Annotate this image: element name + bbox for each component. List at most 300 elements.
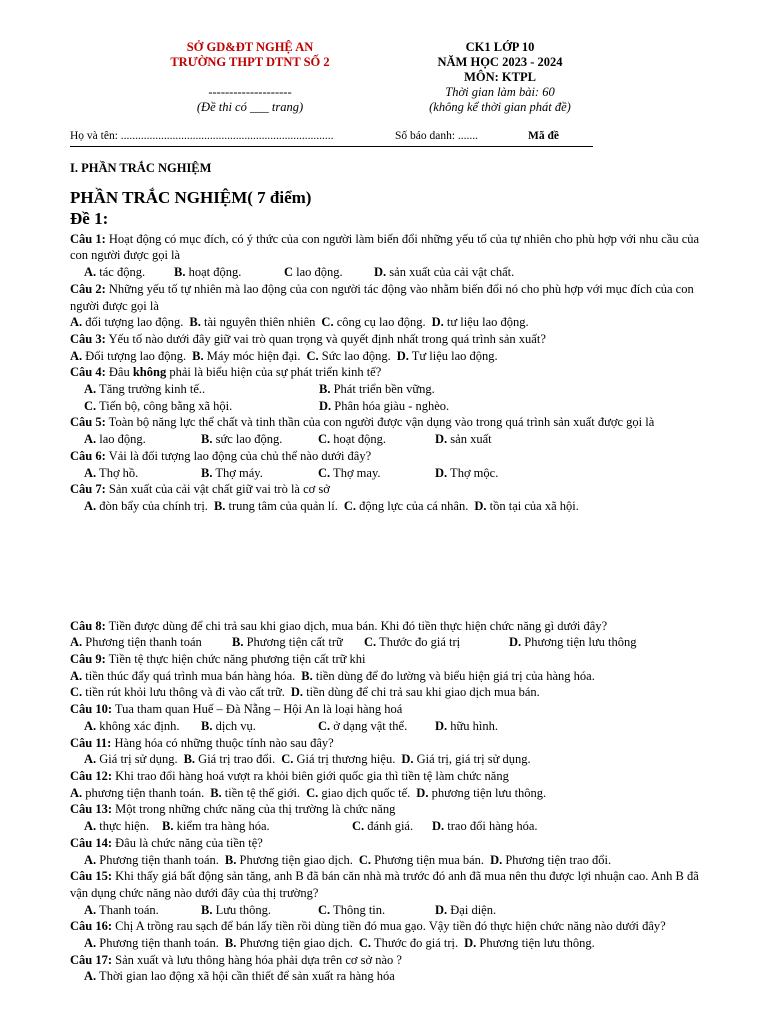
- option-text: Thông tin.: [330, 902, 386, 917]
- options-row: [70, 818, 702, 835]
- option-key: D.: [435, 432, 448, 447]
- question-17: [70, 952, 702, 985]
- option-text: Phương tiện mua bán.: [371, 852, 485, 867]
- answer-option[interactable]: [432, 314, 529, 331]
- answer-option[interactable]: [364, 634, 509, 651]
- de-label: Đề 1:: [70, 208, 109, 228]
- question-text: phải là biểu hiện của sự phát triển kinh tế?: [166, 365, 382, 380]
- option-key: B.: [201, 432, 213, 447]
- options-row: [70, 348, 702, 365]
- option-text: tiền dùng để chi trả sau khi giao dịch mua bán.: [303, 685, 540, 700]
- question-text: Khi trao đổi hàng hoá vượt ra khỏi biên giới quốc gia thì tiền tệ làm chức năng: [112, 768, 509, 783]
- option-text: không xác định.: [96, 718, 180, 733]
- option-key: C.: [321, 315, 334, 330]
- question-list: [70, 231, 702, 985]
- question-text: Hàng hóa có những thuộc tính nào sau đây?: [111, 735, 334, 750]
- question-stem: [70, 281, 702, 314]
- answer-option[interactable]: [416, 785, 546, 802]
- option-text: phương tiện lưu thông.: [428, 785, 547, 800]
- option-key: B.: [201, 718, 213, 733]
- option-key: D.: [435, 902, 448, 917]
- options-row: [70, 935, 702, 952]
- subject: MÔN: KTPL: [464, 70, 536, 84]
- option-text: Lưu thông.: [212, 902, 271, 917]
- option-text: Tiến bộ, công bằng xã hội.: [96, 398, 233, 413]
- question-text: Sản xuất và lưu thông hàng hóa phải dựa trên cơ sở nào ?: [112, 952, 402, 967]
- option-key: C.: [358, 936, 372, 951]
- option-key: D.: [435, 465, 448, 480]
- answer-option[interactable]: [84, 935, 219, 952]
- question-9: [70, 651, 702, 701]
- option-text: Phương tiện thanh toán.: [96, 852, 219, 867]
- answer-option[interactable]: [307, 348, 391, 365]
- answer-option[interactable]: [321, 314, 425, 331]
- question-label: Câu 7:: [70, 482, 106, 497]
- question-stem: [70, 701, 702, 718]
- answer-option[interactable]: [84, 381, 319, 398]
- option-text: sản xuất: [447, 432, 492, 447]
- answer-option[interactable]: [210, 785, 300, 802]
- option-key: D.: [509, 635, 522, 650]
- question-stem: [70, 952, 702, 969]
- answer-option[interactable]: [359, 935, 458, 952]
- answer-option[interactable]: [318, 431, 435, 448]
- option-text: hoạt động.: [330, 432, 387, 447]
- question-text: Toàn bộ năng lực thể chất và tinh thần của con người được vận dụng vào trong quá trình sản xuất được gọi là: [105, 415, 655, 430]
- answer-option[interactable]: [84, 751, 178, 768]
- option-key: A.: [84, 936, 97, 951]
- option-text: dịch vụ.: [212, 718, 256, 733]
- option-key: A.: [70, 315, 83, 330]
- question-label: Câu 1:: [70, 231, 106, 246]
- option-key: C.: [318, 465, 331, 480]
- question-stem: [70, 481, 702, 498]
- option-key: C.: [358, 852, 372, 867]
- answer-option[interactable]: [84, 264, 174, 281]
- answer-option[interactable]: [84, 852, 219, 869]
- question-13: [70, 801, 702, 834]
- option-key: C.: [281, 752, 294, 767]
- question-text: Một trong những chức năng của thị trường là chức năng: [112, 802, 396, 817]
- question-stem: [70, 231, 702, 264]
- option-text: Phương tiện cất trữ: [243, 635, 343, 650]
- answer-option[interactable]: [162, 818, 352, 835]
- options-row: [70, 968, 702, 985]
- option-text: trao đổi hàng hóa.: [444, 819, 538, 834]
- answer-option[interactable]: [84, 718, 201, 735]
- page-break-space: [70, 515, 702, 618]
- question-stem: [70, 735, 702, 752]
- question-text: Khi thấy giá bất động sản tăng, anh B đã bán căn nhà mà trước đó anh đã mua nên thu được lợi nhuận cao. Anh B đã vận dụng chức năng nào dưới đây của thị trường?: [70, 869, 699, 900]
- name-field[interactable]: Họ và tên: ..........................................................................: [70, 130, 334, 142]
- option-text: Tăng trưởng kinh tế..: [96, 382, 206, 397]
- option-key: B.: [189, 315, 201, 330]
- option-text: Đối tượng lao động.: [82, 348, 187, 363]
- question-text: Chị A trồng rau sạch để bán lấy tiền rồi dùng tiền đó mua gạo. Vậy tiền đó thực hiện chức năng nào dưới đây?: [112, 919, 666, 934]
- option-text: tiền tệ thế giới.: [221, 785, 301, 800]
- header-right: [350, 40, 650, 115]
- option-text: Thước đo giá trị.: [371, 936, 459, 951]
- options-row: [70, 465, 702, 482]
- option-key: A.: [84, 969, 97, 984]
- answer-option[interactable]: [281, 751, 395, 768]
- option-text: tiền dùng để đo lường và biểu hiện giá trị của hàng hóa.: [312, 668, 595, 683]
- option-text: Thợ hồ.: [96, 465, 139, 480]
- option-key: D.: [374, 265, 387, 280]
- answer-option[interactable]: [435, 718, 498, 735]
- option-key: D.: [319, 398, 332, 413]
- answer-option[interactable]: [344, 498, 468, 515]
- question-4: [70, 364, 702, 414]
- question-14: [70, 835, 702, 868]
- answer-option[interactable]: [70, 785, 204, 802]
- question-stem: [70, 448, 702, 465]
- question-stem: [70, 835, 702, 852]
- option-text: Phương tiện giao dịch.: [236, 936, 353, 951]
- option-key: B.: [162, 819, 174, 834]
- answer-option[interactable]: [291, 684, 540, 701]
- option-key: C.: [84, 398, 97, 413]
- option-text: Thanh toán.: [96, 902, 159, 917]
- option-key: B.: [224, 936, 237, 951]
- question-text: Đâu là chức năng của tiền tệ?: [112, 835, 263, 850]
- option-key: A.: [70, 635, 83, 650]
- option-key: D.: [464, 936, 477, 951]
- option-key: D.: [432, 819, 445, 834]
- options-row: [70, 785, 702, 802]
- answer-option[interactable]: [359, 852, 484, 869]
- answer-option[interactable]: [70, 348, 186, 365]
- option-text: phương tiện thanh toán.: [82, 785, 205, 800]
- question-label: Câu 2:: [70, 281, 106, 296]
- answer-option[interactable]: [84, 465, 201, 482]
- school-year: NĂM HỌC 2023 - 2024: [437, 55, 563, 69]
- option-text: đối tượng lao động.: [82, 315, 184, 330]
- option-key: A.: [84, 902, 97, 917]
- option-text: Thợ mộc.: [447, 465, 499, 480]
- option-key: B.: [319, 382, 331, 397]
- option-text: sức lao động.: [212, 432, 283, 447]
- answer-option[interactable]: [225, 852, 353, 869]
- answer-option[interactable]: [435, 465, 498, 482]
- option-key: A.: [84, 465, 97, 480]
- question-label: Câu 14:: [70, 835, 113, 850]
- time-note: (không kể thời gian phát đề): [429, 100, 571, 114]
- options-row: [70, 684, 702, 701]
- option-key: D.: [431, 315, 444, 330]
- answer-option[interactable]: [192, 348, 300, 365]
- answer-option[interactable]: [318, 902, 435, 919]
- answer-option[interactable]: [284, 264, 374, 281]
- answer-option[interactable]: [464, 935, 595, 952]
- question-label: Câu 17:: [70, 952, 113, 967]
- answer-option[interactable]: [189, 314, 315, 331]
- options-row: [70, 751, 702, 768]
- answer-option[interactable]: [214, 498, 338, 515]
- options-row: [70, 498, 702, 515]
- exam-title: CK1 LỚP 10: [465, 40, 535, 54]
- answer-option[interactable]: [70, 634, 232, 651]
- answer-option[interactable]: [509, 634, 636, 651]
- option-key: B.: [183, 752, 196, 767]
- option-key: B.: [232, 635, 244, 650]
- question-text: Yếu tố nào dưới đây giữ vai trò quan trọng và quyết định nhất trong quá trình sản xuất?: [105, 331, 546, 346]
- option-text: giao dịch quốc tế.: [318, 785, 411, 800]
- option-text: Phương tiện giao dịch.: [236, 852, 353, 867]
- option-text: trung tâm của quản lí.: [225, 498, 338, 513]
- answer-option[interactable]: [201, 465, 318, 482]
- option-text: Đại diện.: [447, 902, 497, 917]
- answer-option[interactable]: [432, 818, 538, 835]
- answer-option[interactable]: [374, 264, 514, 281]
- answer-option[interactable]: [306, 785, 410, 802]
- option-text: Phương tiện thanh toán: [82, 635, 202, 650]
- question-16: [70, 918, 702, 951]
- question-stem: [70, 618, 702, 635]
- answer-option[interactable]: [318, 465, 435, 482]
- option-text: Giá trị, giá trị sử dụng.: [413, 752, 531, 767]
- dashes: --------------------: [208, 85, 292, 99]
- options-row: [70, 634, 702, 651]
- option-text: tiền rút khỏi lưu thông và đi vào cất trữ.: [82, 685, 285, 700]
- option-text: lao động.: [293, 265, 343, 280]
- option-key: C.: [318, 432, 331, 447]
- option-text: Thước đo giá trị: [376, 635, 461, 650]
- option-text: Sức lao động.: [318, 348, 391, 363]
- option-key: C.: [364, 635, 377, 650]
- option-key: B.: [213, 498, 226, 513]
- question-3: [70, 331, 702, 364]
- option-key: B.: [174, 265, 186, 280]
- question-stem: [70, 918, 702, 935]
- option-key: A.: [70, 785, 83, 800]
- option-key: B.: [301, 668, 313, 683]
- question-label: Câu 6:: [70, 448, 106, 463]
- options-row: [70, 398, 702, 415]
- answer-option[interactable]: [201, 902, 318, 919]
- answer-option[interactable]: [474, 498, 579, 515]
- option-key: C.: [343, 498, 357, 513]
- question-15: [70, 868, 702, 918]
- question-2: [70, 281, 702, 331]
- dept-name: SỞ GD&ĐT NGHỆ AN: [186, 40, 314, 54]
- student-info-line: [70, 130, 593, 147]
- option-key: C.: [352, 819, 365, 834]
- answer-option[interactable]: [70, 668, 295, 685]
- question-label: Câu 5:: [70, 415, 106, 430]
- option-key: A.: [84, 819, 97, 834]
- options-row: [70, 381, 702, 398]
- option-text: Thời gian lao động xã hội cần thiết để sản xuất ra hàng hóa: [96, 969, 395, 984]
- option-key: A.: [84, 432, 97, 447]
- answer-option[interactable]: [435, 902, 496, 919]
- answer-option[interactable]: [184, 751, 276, 768]
- question-stem: [70, 364, 702, 381]
- option-text: Phát triển bền vững.: [330, 382, 435, 397]
- options-row: [70, 852, 702, 869]
- option-text: Phương tiện trao đổi.: [502, 852, 612, 867]
- school-name: TRƯỜNG THPT DTNT SỐ 2: [170, 55, 330, 69]
- answer-option[interactable]: [225, 935, 353, 952]
- question-12: [70, 768, 702, 801]
- question-stem: [70, 801, 702, 818]
- option-key: D.: [435, 718, 448, 733]
- option-key: B.: [224, 852, 237, 867]
- options-row: [70, 314, 702, 331]
- exam-code-label: Mã đề: [528, 130, 559, 142]
- question-text: Tiền được dùng để chi trả sau khi giao dịch, mua bán. Khi đó tiền thực hiện chức năng gì dưới đây?: [105, 618, 608, 633]
- option-key: A.: [70, 348, 83, 363]
- option-key: C.: [70, 685, 83, 700]
- answer-option[interactable]: [435, 431, 492, 448]
- answer-option[interactable]: [84, 902, 201, 919]
- options-row: [70, 718, 702, 735]
- question-stem: [70, 331, 702, 348]
- option-text: kiểm tra hàng hóa.: [173, 819, 270, 834]
- question-text: Hoạt động có mục đích, có ý thức của con người làm biến đổi những yếu tố của tự nhiên cho phù hợp với nhu cầu của con người được gọi là: [70, 231, 700, 263]
- answer-option[interactable]: [84, 968, 395, 985]
- answer-option[interactable]: [70, 314, 183, 331]
- exam-body: [70, 160, 702, 985]
- question-label: Câu 10:: [70, 702, 113, 717]
- question-5: [70, 414, 702, 447]
- question-text: Vải là đối tượng lao động của chủ thể nào dưới đây?: [105, 448, 372, 463]
- option-key: D.: [401, 752, 414, 767]
- option-text: Phương tiện lưu thông.: [476, 936, 595, 951]
- question-label: Câu 4:: [70, 365, 106, 380]
- option-text: lao động.: [96, 432, 146, 447]
- section-heading: I. PHẦN TRẮC NGHIỆM: [70, 161, 212, 175]
- sbd-field[interactable]: Số báo danh: .......: [395, 130, 479, 142]
- answer-option[interactable]: [401, 751, 530, 768]
- option-text: công cụ lao động.: [333, 315, 426, 330]
- question-label: Câu 8:: [70, 618, 106, 633]
- question-6: [70, 448, 702, 481]
- option-key: C.: [318, 718, 331, 733]
- answer-option[interactable]: [201, 431, 318, 448]
- question-label: Câu 15:: [70, 869, 113, 884]
- option-text: Phương tiện lưu thông: [521, 635, 637, 650]
- option-text: Tư liệu lao động.: [408, 348, 498, 363]
- question-7: [70, 481, 702, 514]
- option-text: thực hiện.: [96, 819, 150, 834]
- option-key: D.: [490, 852, 503, 867]
- option-key: B.: [210, 785, 222, 800]
- question-8: [70, 618, 702, 651]
- question-label: Câu 12:: [70, 768, 113, 783]
- question-text: Tiền tệ thực hiện chức năng phương tiện cất trữ khi: [105, 652, 366, 667]
- question-emphasis: không: [132, 365, 167, 380]
- answer-option[interactable]: [319, 398, 449, 415]
- option-key: D.: [290, 685, 304, 700]
- options-row: [70, 431, 702, 448]
- option-key: C.: [306, 785, 319, 800]
- option-text: Phương tiện thanh toán.: [96, 936, 219, 951]
- option-key: B.: [201, 465, 213, 480]
- option-text: tư liệu lao động.: [443, 315, 529, 330]
- question-stem: [70, 651, 702, 668]
- answer-option[interactable]: [201, 718, 318, 735]
- question-label: Câu 13:: [70, 802, 113, 817]
- options-row: [70, 902, 702, 919]
- option-text: tiền thúc đẩy quá trình mua bán hàng hóa.: [82, 668, 296, 683]
- answer-option[interactable]: [70, 684, 285, 701]
- option-text: tài nguyên thiên nhiên: [200, 315, 316, 330]
- question-label: Câu 16:: [70, 919, 113, 934]
- option-key: D.: [474, 498, 487, 513]
- question-stem: [70, 868, 702, 901]
- option-text: Máy móc hiện đại.: [203, 348, 301, 363]
- question-stem: [70, 414, 702, 431]
- question-11: [70, 735, 702, 768]
- options-row: [70, 668, 702, 685]
- option-key: B.: [201, 902, 213, 917]
- option-key: D.: [416, 785, 429, 800]
- answer-option[interactable]: [301, 668, 595, 685]
- answer-option[interactable]: [490, 852, 611, 869]
- answer-option[interactable]: [319, 381, 435, 398]
- question-stem: [70, 768, 702, 785]
- option-text: Giá trị sử dụng.: [96, 752, 178, 767]
- option-key: B.: [192, 348, 204, 363]
- option-key: C: [284, 265, 294, 280]
- time-limit: Thời gian làm bài: 60: [445, 85, 555, 99]
- question-text: Đâu: [105, 365, 133, 380]
- option-key: C.: [306, 348, 319, 363]
- answer-option[interactable]: [84, 498, 208, 515]
- option-text: Phân hóa giàu - nghèo.: [331, 398, 450, 413]
- option-key: A.: [70, 668, 83, 683]
- answer-option[interactable]: [232, 634, 364, 651]
- option-text: Thợ may.: [330, 465, 381, 480]
- answer-option[interactable]: [84, 398, 319, 415]
- question-text: Sản xuất của cải vật chất giữ vai trò là cơ sở: [105, 482, 330, 497]
- answer-option[interactable]: [318, 718, 435, 735]
- option-key: A.: [84, 752, 97, 767]
- answer-option[interactable]: [352, 818, 432, 835]
- option-text: sản xuất của cải vật chất.: [386, 265, 515, 280]
- option-key: A.: [84, 498, 97, 513]
- pages-note: (Đề thi có ___ trang): [196, 100, 304, 114]
- answer-option[interactable]: [84, 818, 162, 835]
- option-text: Giá trị thương hiệu.: [293, 752, 396, 767]
- part-title: PHẦN TRẮC NGHIỆM( 7 điểm): [70, 187, 312, 207]
- option-key: A.: [84, 382, 97, 397]
- option-key: A.: [84, 718, 97, 733]
- option-key: A.: [84, 852, 97, 867]
- option-text: tác động.: [96, 265, 146, 280]
- question-label: Câu 3:: [70, 331, 106, 346]
- option-text: Giá trị trao đổi.: [195, 752, 276, 767]
- option-key: D.: [396, 348, 409, 363]
- option-text: động lực của cá nhân.: [356, 498, 469, 513]
- option-key: A.: [84, 265, 97, 280]
- answer-option[interactable]: [174, 264, 284, 281]
- question-label: Câu 11:: [70, 735, 112, 750]
- header-left: [125, 40, 375, 115]
- option-key: C.: [318, 902, 331, 917]
- question-label: Câu 9:: [70, 652, 106, 667]
- question-text: Tua tham quan Huế – Đà Nẵng – Hội An là loại hàng hoá: [112, 702, 403, 717]
- question-10: [70, 701, 702, 734]
- option-text: Thợ máy.: [212, 465, 263, 480]
- answer-option[interactable]: [397, 348, 498, 365]
- options-row: [70, 264, 702, 281]
- option-text: tồn tại của xã hội.: [486, 498, 579, 513]
- answer-option[interactable]: [84, 431, 201, 448]
- option-text: đánh giá.: [364, 819, 414, 834]
- option-text: hữu hình.: [447, 718, 499, 733]
